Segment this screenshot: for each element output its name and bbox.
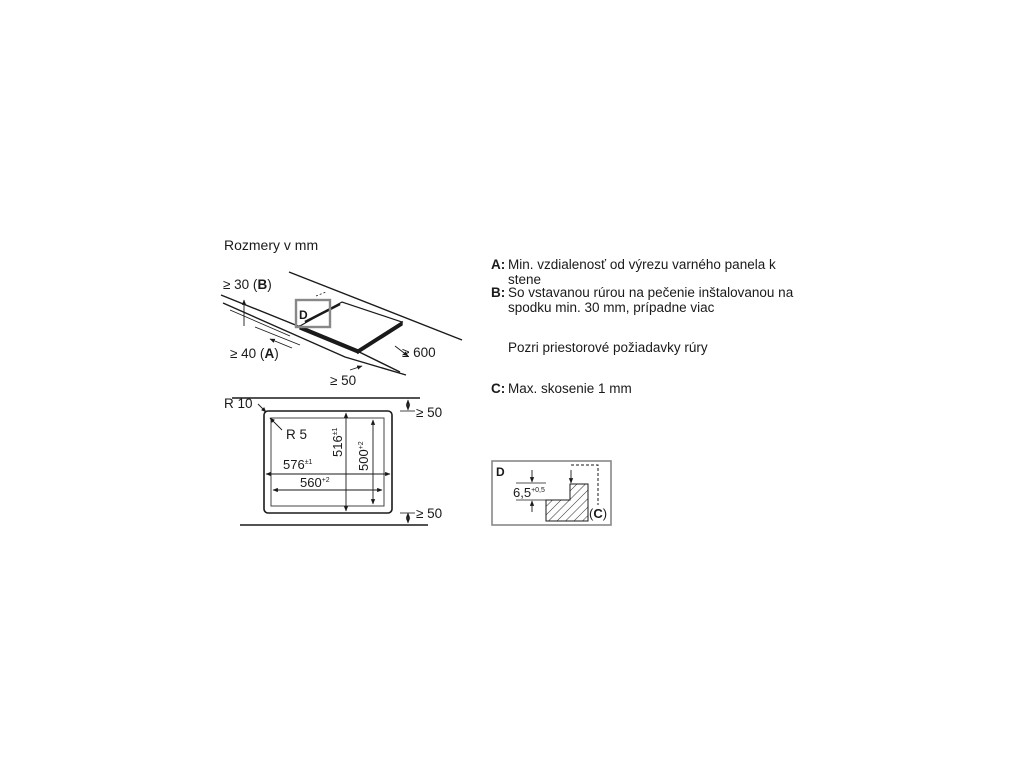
detail-hatched-section	[546, 484, 588, 521]
note-a-key: A:	[491, 257, 506, 272]
dim-50-arrow	[350, 366, 362, 370]
dim-b-label: ≥ 30 (B)	[223, 277, 272, 292]
r10-label: R 10	[224, 396, 253, 411]
note-c-key: C:	[491, 381, 506, 396]
detail-label: D	[496, 465, 505, 479]
note-a-text: Min. vzdialenosť od výrezu varného panela k stene	[508, 257, 776, 287]
note-oven-text: Pozri priestorové požiadavky rúry	[508, 340, 708, 355]
width-outer-label: $576^{\pm 1}$	[283, 457, 313, 472]
r5-label: R 5	[286, 427, 308, 442]
chamfer-label: (C)	[589, 506, 608, 521]
note-b-text: So vstavanou rúrou na pečenie inštalovanou na spodku min. 30 mm, prípadne viac	[508, 285, 794, 315]
note-c-text: Max. skosenie 1 mm	[508, 381, 632, 396]
dim-50-label: ≥ 50	[330, 373, 357, 388]
detail-value-label: $6,5^{+0,5}$	[513, 485, 545, 500]
dim-a-label: ≥ 40 (A)	[230, 346, 279, 361]
r10-leader	[258, 404, 266, 412]
gap-top-label: ≥ 50	[416, 405, 443, 420]
width-inner-label: $560^{+2}$	[300, 475, 330, 490]
detail-marker-label: D	[299, 308, 308, 322]
r5-leader	[270, 418, 282, 430]
depth-outer-label: $516^{\pm 1}$	[330, 427, 345, 457]
plan-view	[232, 398, 428, 525]
note-b-key: B:	[491, 285, 506, 300]
gap-bottom-label: ≥ 50	[416, 506, 443, 521]
dim-600-label: ≥ 600	[402, 345, 436, 360]
counter-line	[230, 310, 290, 336]
depth-inner-label: $500^{+2}$	[356, 441, 371, 471]
diagram-title: Rozmery v mm	[224, 237, 319, 253]
dim-dash	[316, 292, 326, 296]
